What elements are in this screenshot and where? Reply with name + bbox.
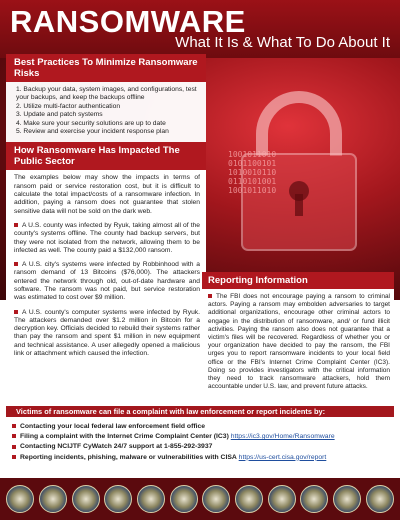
bullet-icon bbox=[12, 455, 16, 459]
cisa-link[interactable]: https://us-cert.cisa.gov/report bbox=[238, 453, 327, 461]
impact-example: A U.S. county was infected by Ryuk, taking almost all of the county's systems offline. The county had backup servers, but they were not isolated from the network, allowing them to be infected as well. The county paid a $132,000 ransom. bbox=[14, 221, 200, 254]
agency-seal-icon bbox=[300, 485, 328, 513]
page-title: RANSOMWARE bbox=[10, 4, 246, 39]
ic3-link[interactable]: https://ic3.gov/Home/Ransomware bbox=[230, 433, 335, 441]
agency-seal-icon bbox=[235, 485, 263, 513]
bullet-icon bbox=[12, 434, 16, 438]
complaint-banner: Victims of ransomware can file a complaint with law enforcement or report incidents by: bbox=[6, 406, 394, 417]
bullet-icon bbox=[208, 294, 212, 298]
agency-seal-icon bbox=[268, 485, 296, 513]
binary-pattern: 1001011010 0101100101 1010010110 0110101001 1001011010 bbox=[228, 150, 277, 195]
agency-seal-icon bbox=[6, 485, 34, 513]
bullet-icon bbox=[14, 310, 18, 314]
page-subtitle: What It Is & What To Do About It bbox=[175, 34, 390, 51]
impact-body bbox=[6, 170, 206, 367]
list-item: Contacting NCIJTF CyWatch 24/7 support at 1-855-292-3937 bbox=[12, 442, 392, 452]
list-item: Contacting your local federal law enforcement field office bbox=[12, 422, 392, 432]
agency-seal-icon bbox=[72, 485, 100, 513]
agency-seals bbox=[0, 478, 400, 520]
complaint-list bbox=[12, 422, 392, 463]
agency-seal-icon bbox=[39, 485, 67, 513]
agency-seal-icon bbox=[333, 485, 361, 513]
agency-seal-icon bbox=[366, 485, 394, 513]
reporting-heading: Reporting Information bbox=[202, 272, 394, 289]
agency-seal-icon bbox=[202, 485, 230, 513]
list-item: Reporting incidents, phishing, malware or vulnerabilities with CISA https://us-cert.cisa.gov/report bbox=[12, 453, 392, 463]
best-practices-heading: Best Practices To Minimize Ransomware Risks bbox=[6, 54, 206, 82]
best-practices-list bbox=[6, 82, 206, 142]
impact-example: A U.S. city's systems were infected by Robbinhood with a ransom demand of 13 Bitcoins ($76,000). The attackers entered the network through old, out-of-date hardware and software. The ransom was not paid, but service restoration was estimated to cost over $9 million. bbox=[14, 261, 200, 302]
list-item: 1. Backup your data, system images, and configurations, test your backups, and keep the backups offline bbox=[16, 86, 197, 102]
list-item: 3. Update and patch systems bbox=[16, 111, 103, 119]
impact-intro: The examples below may show the impacts in terms of ransom paid or service restoration cost, but it is difficult to calculate the total impact/costs of a ransomware infection. In addition, paying a ransom does not guarantee that stolen sensitive data will not be sold on the dark web. bbox=[14, 174, 200, 215]
reporting-body: The FBI does not encourage paying a ransom to criminal actors. Paying a ransom may embolden adversaries to target additional organizations, encourage other criminal actors to engage in the distribution of ransomware, and/ or fund illicit activities. Paying the ransom also does not guarantee that a victim's files will be recovered. Regardless of whether you or your organization have decided to pay the ransom, the FBI urges you to report ransomware incidents to your local field office or the FBI's Internet Crime Complaint Center (IC3). Doing so provides investigators with the critical information they need to track ransomware attackers, hold them accountable under U.S. law, and prevent future attacks. bbox=[202, 289, 394, 393]
agency-seal-icon bbox=[104, 485, 132, 513]
reporting-column bbox=[202, 272, 394, 393]
impact-heading: How Ransomware Has Impacted The Public Sector bbox=[6, 142, 206, 170]
list-item: 4. Make sure your security solutions are up to date bbox=[16, 119, 166, 127]
list-item: 5. Review and exercise your incident response plan bbox=[16, 128, 169, 136]
impact-example: A U.S. county's computer systems were infected by Ryuk. The attackers demanded over $1.2 million in Bitcoin for a decryption key. Officials decided to rebuild their systems rather than pay the ransom and spent $1 million in new equipment and technical assistance. A user allegedly opened a malicious link or attachment which caused the infection. bbox=[14, 308, 200, 358]
bullet-icon bbox=[14, 223, 18, 227]
list-item: Filing a complaint with the Internet Crime Complaint Center (IC3) https://ic3.gov/Home/Ransomware bbox=[12, 432, 392, 442]
left-column bbox=[6, 54, 206, 367]
bullet-icon bbox=[14, 262, 18, 266]
agency-seal-icon bbox=[170, 485, 198, 513]
bullet-icon bbox=[12, 424, 16, 428]
bullet-icon bbox=[12, 445, 16, 449]
agency-seal-icon bbox=[137, 485, 165, 513]
list-item: 2. Utilize multi-factor authentication bbox=[16, 102, 121, 110]
